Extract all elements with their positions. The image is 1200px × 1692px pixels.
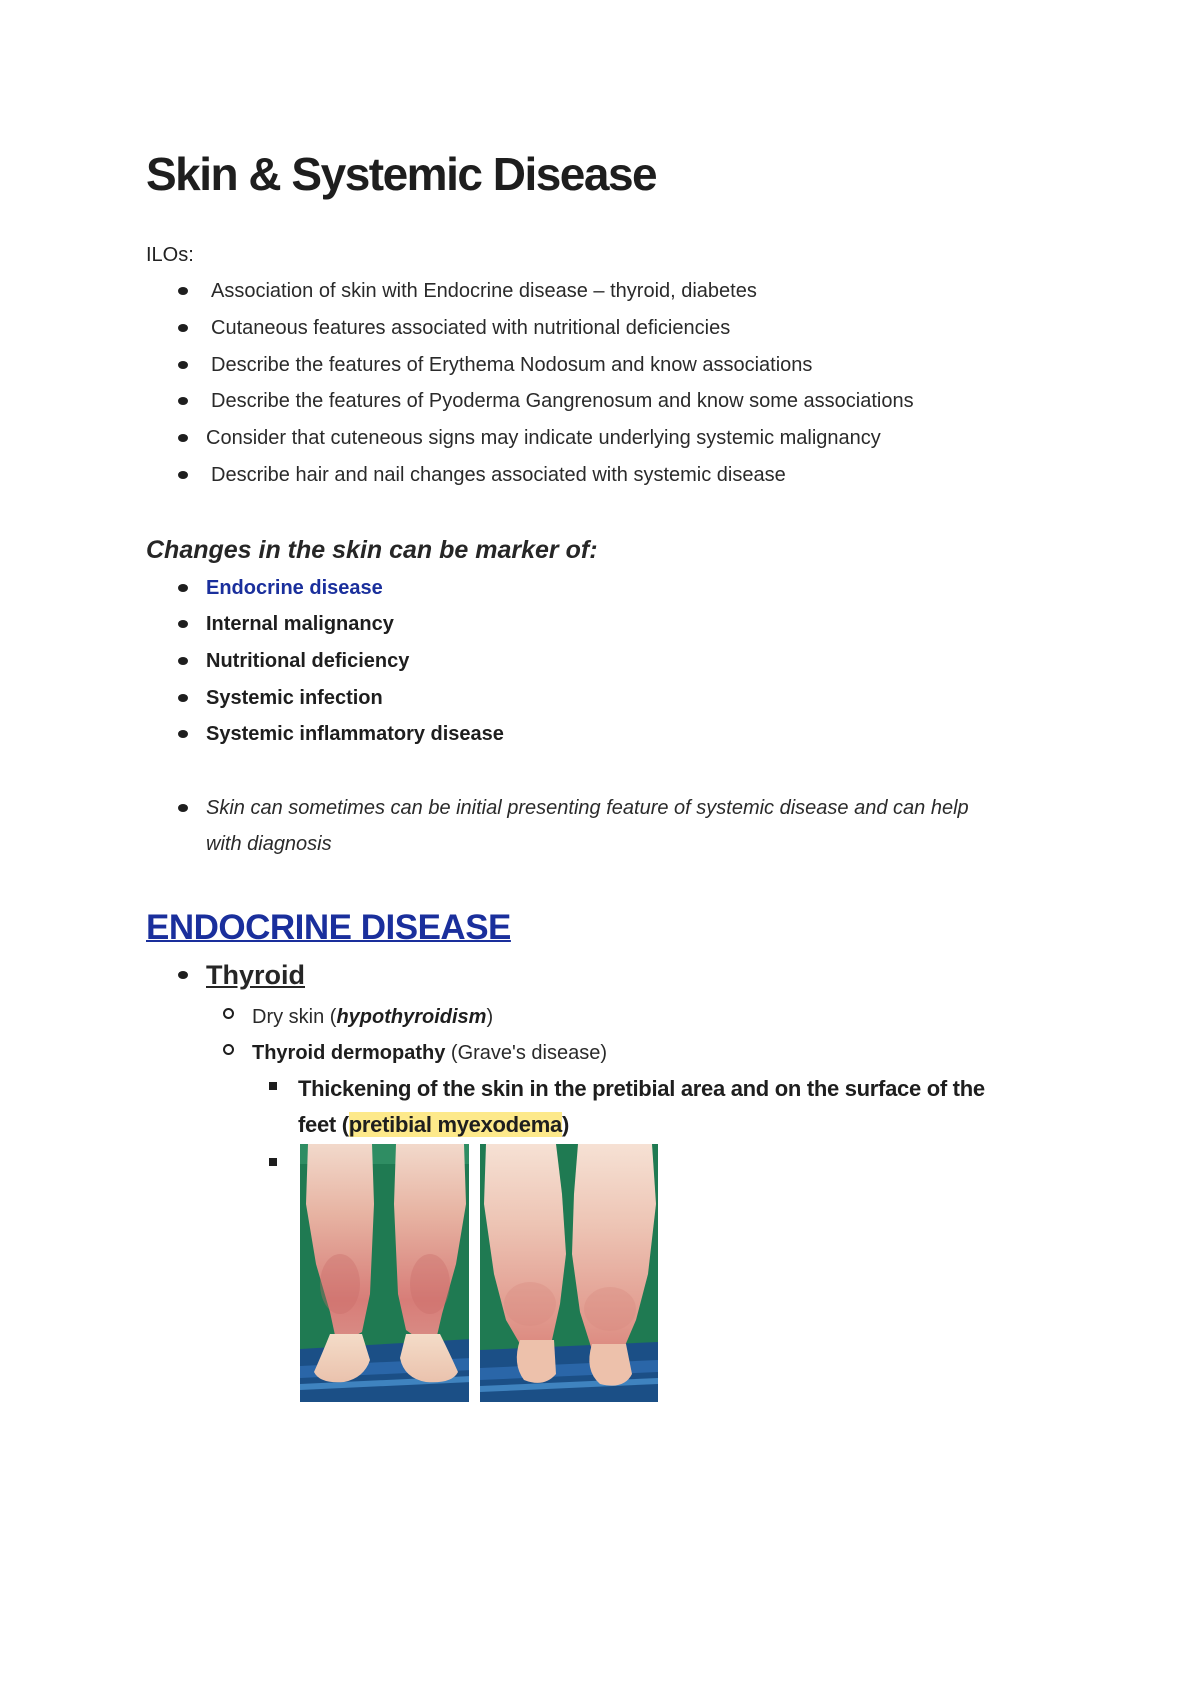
note-text: Skin can sometimes can be initial presenting feature of systemic disease and can help — [206, 797, 969, 819]
marker-text: Systemic inflammatory disease — [206, 723, 504, 745]
page-title: Skin & Systemic Disease — [146, 148, 657, 200]
ilo-text: Cutaneous features associated with nutritional deficiencies — [211, 317, 731, 339]
bullet-dot-icon — [178, 971, 188, 979]
bullet-ring-icon — [223, 1008, 234, 1019]
bullet-square-icon — [269, 1082, 277, 1090]
thickening-line2-prefix: feet ( — [298, 1112, 349, 1137]
bullet-square-icon — [269, 1158, 277, 1166]
marker-text: Nutritional deficiency — [206, 650, 410, 672]
dermopathy-suffix: (Grave's disease) — [445, 1042, 608, 1064]
dermopathy-line — [252, 1040, 607, 1066]
bullet-dot-icon — [178, 287, 188, 295]
legs-front-image — [300, 1144, 472, 1402]
ilo-text: Consider that cuteneous signs may indicate underlying systemic malignancy — [206, 427, 881, 449]
marker-link-endocrine[interactable]: Endocrine disease — [206, 577, 383, 599]
note-text: with diagnosis — [206, 833, 332, 855]
bullet-dot-icon — [178, 361, 188, 369]
markers-heading: Changes in the skin can be marker of: — [146, 536, 598, 564]
legs-rear-image — [480, 1144, 658, 1402]
thickening-line2 — [298, 1110, 569, 1140]
dry-skin-line — [252, 1004, 493, 1030]
thickening-line2-suffix: ) — [561, 1112, 569, 1137]
section-title-endocrine[interactable]: ENDOCRINE DISEASE — [146, 908, 511, 947]
ilo-text: Describe hair and nail changes associated with systemic disease — [211, 464, 786, 486]
ilos-label: ILOs: — [146, 244, 194, 266]
ilo-text: Describe the features of Erythema Nodosum and know associations — [211, 354, 813, 376]
bullet-ring-icon — [223, 1044, 234, 1055]
thickening-line1: Thickening of the skin in the pretibial area and on the surface of the — [298, 1076, 985, 1101]
bullet-dot-icon — [178, 620, 188, 628]
bullet-dot-icon — [178, 804, 188, 812]
pretibial-myexodema-highlight: pretibial myexodema — [348, 1112, 562, 1137]
marker-text: Systemic infection — [206, 687, 383, 709]
dry-skin-prefix: Dry skin ( — [252, 1006, 337, 1028]
bullet-dot-icon — [178, 657, 188, 665]
bullet-dot-icon — [178, 584, 188, 592]
marker-text: Internal malignancy — [206, 613, 394, 635]
bullet-dot-icon — [178, 434, 188, 442]
ilo-text: Describe the features of Pyoderma Gangrenosum and know some associations — [211, 390, 914, 412]
bullet-dot-icon — [178, 324, 188, 332]
bullet-dot-icon — [178, 471, 188, 479]
pretibial-myxedema-photo-front — [300, 1144, 472, 1402]
ilo-text: Association of skin with Endocrine disease – thyroid, diabetes — [211, 280, 757, 302]
hypothyroidism-term: hypothyroidism — [336, 1006, 487, 1028]
bullet-dot-icon — [178, 397, 188, 405]
pretibial-myxedema-photo-rear — [480, 1144, 658, 1402]
bullet-dot-icon — [178, 694, 188, 702]
bullet-dot-icon — [178, 730, 188, 738]
dry-skin-suffix: ) — [486, 1006, 494, 1028]
thyroid-heading: Thyroid — [206, 960, 305, 990]
dermopathy-term: Thyroid dermopathy — [252, 1042, 446, 1064]
